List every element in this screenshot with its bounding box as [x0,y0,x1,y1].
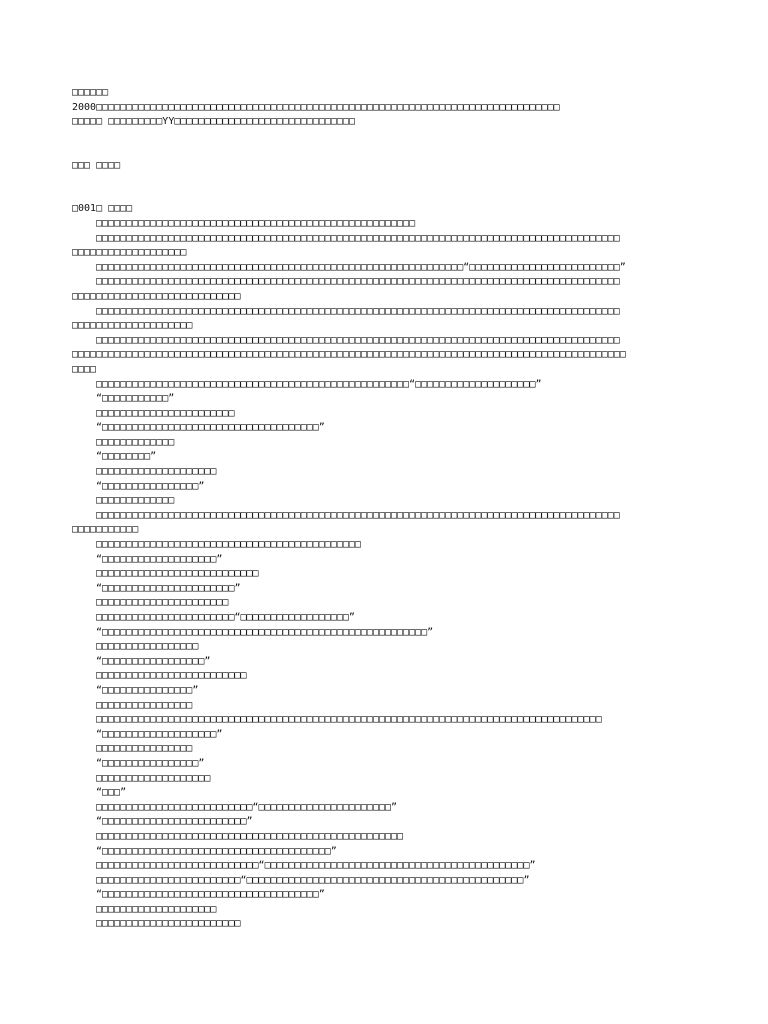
paragraph-line: □□□□□□□□□□□□□□□□□□□□□□□□□ [96,670,247,682]
paragraph-line: □□□□□□□□□□□□□□□□ [96,699,193,711]
author-line: □□□ □□□□ [72,159,121,171]
chapter-body [72,217,702,932]
paragraph-line: □□□□□□□□□□□□□□□□□□□□□□□□□□□□□□□□□□□□□□□□□□□□ [96,539,361,551]
dialogue-line: “□□□□□□□□□□□□□□□□□□□□□□□□□□□□□□□□□□□□” [96,422,325,434]
chapter-title: □001□ □□□□ [72,203,133,215]
dialogue-line: “□□□□□□□□□□□□□□□□” [96,757,205,769]
paragraph-line: □□□□□□□□□□□□□□□□□□□□□□□□□□□□□□□□□□□□□□□□□□□□□□□□□□□□“□□□□□□□□□□□□□□□□□□□□” [96,378,542,390]
header-line-1: □□□□□□ [72,87,109,98]
document-page [72,86,702,932]
dialogue-line: “□□□□□□□□□□□□□□□□□□□” [96,728,223,740]
paragraph-line: □□□□□□□□□□□□□□□□□ [96,641,199,653]
dialogue-line: “□□□□□□□□□□□□□□□□□□□□□□□□” [96,816,253,828]
dialogue-line: “□□□□□□□□□□□□□□□□□□□” [96,553,223,565]
dialogue-line: “□□□□□□□□□□□□□□□□□□□□□□” [96,582,241,594]
paragraph-line: □□□□□□□□□□□ [72,524,139,536]
paragraph-line: □□□□□□□□□□□□□□□□□□□□ [96,903,217,915]
paragraph-line: □□□□□□□□□□□□□ [96,495,175,507]
dialogue-line: “□□□□□□□□□□□□□□□□□□□□□□□□□□□□□□□□□□□□” [96,889,325,901]
paragraph-line: □□□□□□□□□□□□□□□□□□□□□□□□□□□□□□□□□□□□□□□□□□□□□□□□□□□□□□□□□□□□□“□□□□□□□□□□□□□□□□□□□□□□□□□” [96,261,626,273]
paragraph-line: □□□□□□□□□□□□□□□□□□□□□□□ [96,407,235,419]
paragraph-line: □□□□□□□□□□□□□□□□□□□ [96,772,211,784]
paragraph-line: □□□□□□□□□□□□□□□□ [96,743,193,755]
paragraph-line: □□□□□□□□□□□□□□□□□□□□□□□□□□□ [96,568,259,580]
paragraph-line: □□□□□□□□□□□□□□□□□□□□□□□□□□□□□□□□□□□□□□□□□□□□□□□□□□□□□□□□□□□□□□□□□□□□□□□□□□□□□□□□□□□□□□□ [96,509,620,521]
dialogue-line: “□□□□□□□□□□□□□□□□□□□□□□□□□□□□□□□□□□□□□□” [96,845,337,857]
paragraph-line: □□□□□□□□□□□□□□□□□□□□□□□□□□□□ [72,290,241,302]
dialogue-line: “□□□□□□□□□□□□□□□” [96,684,199,696]
paragraph-line: □□□□□□□□□□□□□□□□□□□□□□□□□□“□□□□□□□□□□□□□□□□□□□□□□” [96,801,398,813]
paragraph-line: □□□□□□□□□□□□□□□□□□□□□□□□□□□□□□□□□□□□□□□□□□□□□□□□□□□□□□□□□□□□□□□□□□□□□□□□□□□□□□□□□□□□□□□ [96,334,620,346]
paragraph-line: □□□□□□□□□□□□□ [96,436,175,448]
paragraph-line: □□□□□□□□□□□□□□□□□□□□ [96,466,217,478]
paragraph-line: □□□□□□□□□□□□□□□□□□□□□□□□□□□□□□□□□□□□□□□□□□□□□□□□□□□ [96,830,404,842]
paragraph-line: □□□□□□□□□□□□□□□□□□□□□□ [96,597,229,609]
dialogue-line: “□□□□□□□□□□□□□□□□” [96,480,205,492]
paragraph-line: □□□□□□□□□□□□□□□□□□□□□□□□“□□□□□□□□□□□□□□□□□□□□□□□□□□□□□□□□□□□□□□□□□□□□□□” [96,874,530,886]
paragraph-line: □□□□□□□□□□□□□□□□□□□□□□□□□□□□□□□□□□□□□□□□□□□□□□□□□□□□□□□□□□□□□□□□□□□□□□□□□□□□□□□□□□□□□□□ [96,276,620,288]
dialogue-line: “□□□□□□□□□□□□□□□□□□□□□□□□□□□□□□□□□□□□□□□□□□□□□□□□□□□□□□” [96,626,434,638]
paragraph-line: □□□□□□□□□□□□□□□□□□□□□□□□□□□□□□□□□□□□□□□□□□□□□□□□□□□□□□□□□□□□□□□□□□□□□□□□□□□□□□□□□□□□ [96,714,602,726]
paragraph-line: □□□□□□□□□□□□□□□□□□□□□□□□□□□“□□□□□□□□□□□□□□□□□□□□□□□□□□□□□□□□□□□□□□□□□□□□” [96,860,536,872]
dialogue-line: “□□□□□□□□” [96,451,157,463]
header-line-2: 2000□□□□□□□□□□□□□□□□□□□□□□□□□□□□□□□□□□□□□□□□□□□□□□□□□□□□□□□□□□□□□□□□□□□□□□□□□□□□□ [72,101,560,113]
paragraph-line: □□□□□□□□□□□□□□□□□□□ [72,247,187,259]
paragraph-line: □□□□□□□□□□□□□□□□□□□□□□□□ [96,918,241,930]
dialogue-line: “□□□□□□□□□□□□□□□□□” [96,655,211,667]
header-line-3: □□□□□ □□□□□□□□□YY□□□□□□□□□□□□□□□□□□□□□□□□□□□□□□ [72,116,355,128]
paragraph-line: □□□□□□□□□□□□□□□□□□□□□□□“□□□□□□□□□□□□□□□□□□” [96,612,355,623]
dialogue-line: “□□□□□□□□□□□” [96,393,175,405]
paragraph-line: □□□□□□□□□□□□□□□□□□□□□□□□□□□□□□□□□□□□□□□□□□□□□□□□□□□□□ [96,217,416,229]
paragraph-line: □□□□□□□□□□□□□□□□□□□□□□□□□□□□□□□□□□□□□□□□□□□□□□□□□□□□□□□□□□□□□□□□□□□□□□□□□□□□□□□□□□□□□□□□□□□□ [72,349,626,361]
paragraph-line: □□□□□□□□□□□□□□□□□□□□□□□□□□□□□□□□□□□□□□□□□□□□□□□□□□□□□□□□□□□□□□□□□□□□□□□□□□□□□□□□□□□□□□□ [96,232,620,244]
paragraph-line: □□□□□□□□□□□□□□□□□□□□ [72,320,193,332]
dialogue-line: “□□□” [96,787,127,799]
paragraph-line: □□□□□□□□□□□□□□□□□□□□□□□□□□□□□□□□□□□□□□□□□□□□□□□□□□□□□□□□□□□□□□□□□□□□□□□□□□□□□□□□□□□□□□□ [96,305,620,317]
paragraph-line: □□□□ [72,363,97,375]
